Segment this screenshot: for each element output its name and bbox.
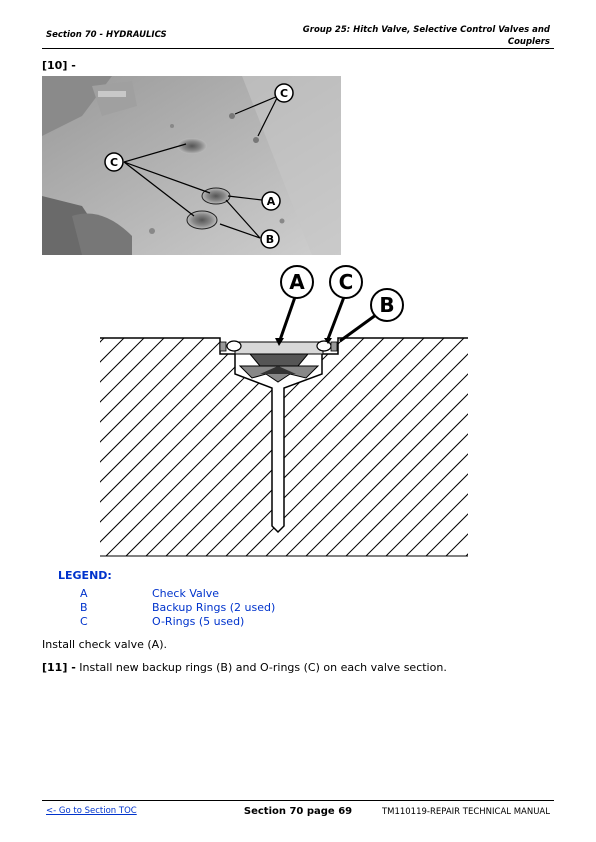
legend-item-c (80, 615, 244, 628)
hatch-line (400, 322, 470, 560)
photo-callout-b: B (265, 233, 275, 246)
step-11-label: [11] - (42, 661, 76, 674)
hatch-line (200, 322, 440, 560)
diagram-callout-b: B (379, 293, 395, 317)
instruction-text: Install check valve (A). (42, 638, 167, 651)
check-valve-cross-section (100, 262, 470, 560)
legend-value: Check Valve (152, 587, 220, 600)
group-title-line2: Couplers (507, 37, 550, 47)
diagram-callout-a: A (289, 270, 305, 294)
legend-item-b (80, 601, 275, 614)
hatch-line (100, 322, 160, 560)
hatch-line (100, 322, 180, 560)
step-11-text: Install new backup rings (B) and O-rings (C) on each valve section. (79, 661, 447, 674)
photo-callout-a: A (266, 195, 276, 208)
hatch-line (100, 322, 240, 560)
section-title: Section 70 - HYDRAULICS (46, 30, 167, 40)
legend-key: B (80, 601, 88, 614)
step-10-label: [10] - (42, 59, 76, 72)
page-number: Section 70 page 69 (243, 806, 353, 817)
legend-key: A (80, 587, 88, 600)
legend-item-a (80, 587, 219, 600)
hatch-line (120, 322, 360, 560)
footer-divider (42, 800, 554, 801)
legend-key: C (80, 615, 88, 628)
section-toc-link[interactable]: <- Go to Section TOC (46, 806, 137, 816)
legend-value: Backup Rings (2 used) (152, 601, 276, 614)
group-title (260, 24, 550, 48)
hatch-line (360, 322, 470, 560)
photo-callout-c2: C (109, 156, 119, 169)
legend-value: O-Rings (5 used) (152, 615, 245, 628)
hatch-line (100, 322, 140, 560)
header-divider (42, 48, 554, 49)
step-11 (42, 661, 447, 674)
diagram-callout-c: C (338, 270, 354, 294)
legend-title: LEGEND: (58, 569, 112, 582)
group-title-line1: Group 25: Hitch Valve, Selective Control Valves and (302, 25, 550, 35)
photo-callout-c1: C (279, 87, 289, 100)
valve-photo (42, 76, 341, 255)
manual-title: TM110119-REPAIR TECHNICAL MANUAL (381, 807, 550, 817)
hatch-line (320, 322, 470, 560)
